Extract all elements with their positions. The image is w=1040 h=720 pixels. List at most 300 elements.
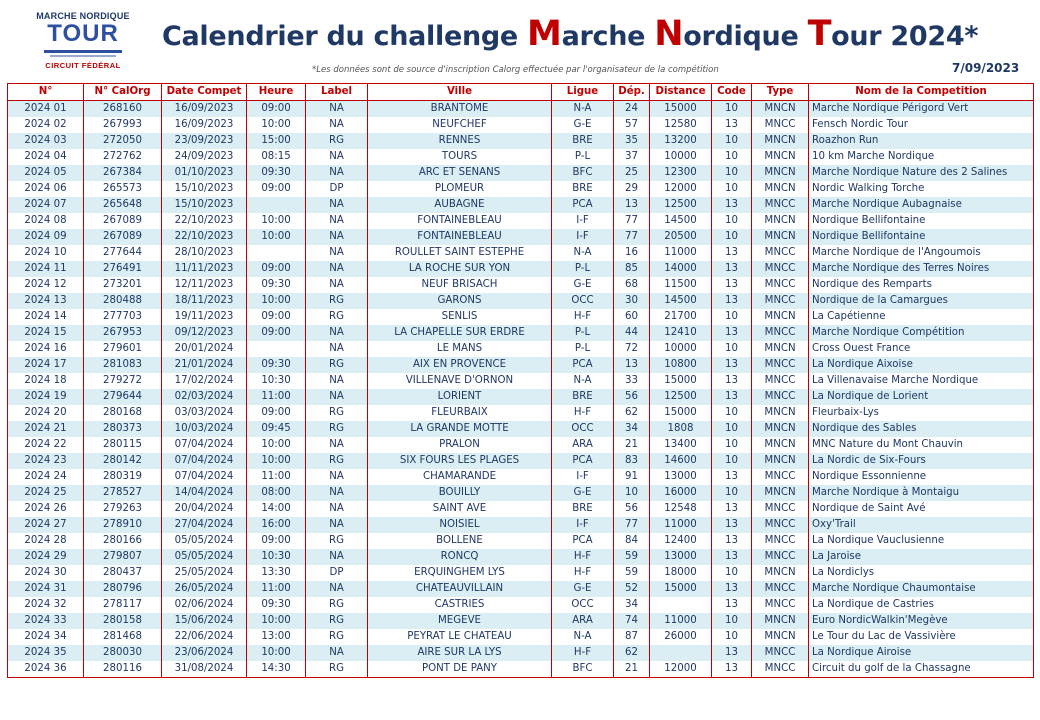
cell-distance [650, 597, 712, 613]
cell-type: MNCN [752, 101, 809, 118]
cell-calorg: 280437 [84, 565, 162, 581]
table-row [8, 245, 1034, 261]
cell-ville: PRALON [368, 437, 552, 453]
cell-ligue: H-F [552, 645, 614, 661]
cell-calorg: 280373 [84, 421, 162, 437]
cell-nom: Marche Nordique des Terres Noires [809, 261, 1034, 277]
cell-ville: LA CHAPELLE SUR ERDRE [368, 325, 552, 341]
cell-ligue: PCA [552, 357, 614, 373]
cell-nom: Circuit du golf de la Chassagne [809, 661, 1034, 678]
cell-label: RG [306, 405, 368, 421]
cell-dep: 16 [614, 245, 650, 261]
cell-dep: 24 [614, 101, 650, 118]
cell-label: NA [306, 165, 368, 181]
cell-distance: 12400 [650, 533, 712, 549]
cell-code: 10 [712, 133, 752, 149]
cell-nom: Marche Nordique Chaumontaise [809, 581, 1034, 597]
cell-type: MNCN [752, 341, 809, 357]
cell-label: NA [306, 117, 368, 133]
cell-date: 05/05/2024 [162, 533, 247, 549]
cell-nom: La Nordique Airoise [809, 645, 1034, 661]
cell-nom: Nordique des Sables [809, 421, 1034, 437]
logo-bar-secondary [50, 55, 116, 57]
cell-calorg: 276491 [84, 261, 162, 277]
cell-num: 2024 28 [8, 533, 84, 549]
cell-date: 22/10/2023 [162, 229, 247, 245]
cell-heure: 09:00 [247, 533, 306, 549]
cell-distance: 10800 [650, 357, 712, 373]
cell-code: 13 [712, 325, 752, 341]
cell-date: 07/04/2024 [162, 437, 247, 453]
cell-label: RG [306, 453, 368, 469]
cell-heure: 08:00 [247, 485, 306, 501]
cell-label: RG [306, 597, 368, 613]
cell-date: 17/02/2024 [162, 373, 247, 389]
cell-date: 05/05/2024 [162, 549, 247, 565]
table-row [8, 341, 1034, 357]
table-row [8, 517, 1034, 533]
cell-dep: 52 [614, 581, 650, 597]
cell-date: 12/11/2023 [162, 277, 247, 293]
cell-heure: 09:00 [247, 101, 306, 118]
cell-ligue: PCA [552, 533, 614, 549]
cell-ligue: ARA [552, 437, 614, 453]
cell-num: 2024 19 [8, 389, 84, 405]
cell-nom: Le Tour du Lac de Vassivière [809, 629, 1034, 645]
cell-date: 23/06/2024 [162, 645, 247, 661]
cell-ville: AIX EN PROVENCE [368, 357, 552, 373]
cell-date: 24/09/2023 [162, 149, 247, 165]
cell-dep: 60 [614, 309, 650, 325]
cell-ligue: N-A [552, 629, 614, 645]
cell-label: NA [306, 197, 368, 213]
cell-num: 2024 24 [8, 469, 84, 485]
cell-dep: 74 [614, 613, 650, 629]
cell-distance: 13000 [650, 549, 712, 565]
cell-code: 10 [712, 149, 752, 165]
table-row [8, 405, 1034, 421]
cell-type: MNCC [752, 357, 809, 373]
cell-distance: 14500 [650, 213, 712, 229]
cell-nom: La Jaroise [809, 549, 1034, 565]
cell-type: MNCN [752, 309, 809, 325]
cell-nom: Marche Nordique Compétition [809, 325, 1034, 341]
cell-num: 2024 12 [8, 277, 84, 293]
cell-ville: GARONS [368, 293, 552, 309]
cell-num: 2024 13 [8, 293, 84, 309]
cell-label: NA [306, 213, 368, 229]
table-row [8, 181, 1034, 197]
cell-distance: 1808 [650, 421, 712, 437]
cell-date: 23/09/2023 [162, 133, 247, 149]
cell-calorg: 265573 [84, 181, 162, 197]
cell-heure: 09:45 [247, 421, 306, 437]
cell-heure: 10:00 [247, 437, 306, 453]
cell-ligue: BRE [552, 181, 614, 197]
cell-nom: La Nordique Aixoise [809, 357, 1034, 373]
table-row [8, 661, 1034, 678]
cell-dep: 29 [614, 181, 650, 197]
cell-ville: ROULLET SAINT ESTEPHE [368, 245, 552, 261]
title-letter-n: N [654, 14, 684, 54]
cell-nom: Marche Nordique à Montaigu [809, 485, 1034, 501]
table-row [8, 437, 1034, 453]
cell-ligue: BRE [552, 501, 614, 517]
cell-code: 10 [712, 341, 752, 357]
cell-type: MNCN [752, 149, 809, 165]
cell-ville: PLOMEUR [368, 181, 552, 197]
cell-nom: 10 km Marche Nordique [809, 149, 1034, 165]
cell-calorg: 281083 [84, 357, 162, 373]
cell-distance: 14500 [650, 293, 712, 309]
table-row [8, 293, 1034, 309]
cell-nom: Nordique des Remparts [809, 277, 1034, 293]
cell-num: 2024 07 [8, 197, 84, 213]
table-row [8, 149, 1034, 165]
cell-heure: 09:30 [247, 597, 306, 613]
cell-ville: VILLENAVE D'ORNON [368, 373, 552, 389]
cell-calorg: 280796 [84, 581, 162, 597]
cell-type: MNCC [752, 517, 809, 533]
cell-ville: ERQUINGHEM LYS [368, 565, 552, 581]
cell-ville: NOISIEL [368, 517, 552, 533]
cell-nom: Marche Nordique Périgord Vert [809, 101, 1034, 118]
cell-calorg: 280166 [84, 533, 162, 549]
column-header-code: Code [712, 84, 752, 101]
cell-ville: RONCQ [368, 549, 552, 565]
cell-heure: 10:00 [247, 453, 306, 469]
cell-heure: 10:00 [247, 213, 306, 229]
cell-dep: 34 [614, 421, 650, 437]
cell-calorg: 268160 [84, 101, 162, 118]
title-part-1: Calendrier du challenge [162, 21, 528, 52]
cell-ville: NEUF BRISACH [368, 277, 552, 293]
cell-num: 2024 20 [8, 405, 84, 421]
cell-date: 16/09/2023 [162, 101, 247, 118]
table-row [8, 469, 1034, 485]
cell-code: 13 [712, 117, 752, 133]
cell-code: 13 [712, 245, 752, 261]
cell-ligue: PCA [552, 453, 614, 469]
cell-label: DP [306, 181, 368, 197]
cell-distance: 20500 [650, 229, 712, 245]
cell-heure: 10:00 [247, 229, 306, 245]
cell-dep: 56 [614, 389, 650, 405]
cell-date: 25/05/2024 [162, 565, 247, 581]
cell-code: 13 [712, 581, 752, 597]
cell-num: 2024 06 [8, 181, 84, 197]
cell-type: MNCC [752, 245, 809, 261]
cell-calorg: 278910 [84, 517, 162, 533]
cell-num: 2024 05 [8, 165, 84, 181]
cell-nom: Marche Nordique de l'Angoumois [809, 245, 1034, 261]
logo-bar [44, 50, 122, 53]
update-date: 7/09/2023 [952, 61, 1020, 75]
cell-date: 27/04/2024 [162, 517, 247, 533]
cell-dep: 57 [614, 117, 650, 133]
cell-calorg: 281468 [84, 629, 162, 645]
cell-type: MNCC [752, 661, 809, 678]
cell-heure [247, 245, 306, 261]
cell-num: 2024 30 [8, 565, 84, 581]
cell-ligue: P-L [552, 261, 614, 277]
cell-code: 10 [712, 421, 752, 437]
cell-num: 2024 15 [8, 325, 84, 341]
title-part-2: arche [561, 21, 655, 52]
cell-heure: 10:30 [247, 373, 306, 389]
cell-distance: 11500 [650, 277, 712, 293]
cell-calorg: 272762 [84, 149, 162, 165]
cell-distance: 15000 [650, 405, 712, 421]
cell-distance: 12300 [650, 165, 712, 181]
cell-type: MNCC [752, 261, 809, 277]
cell-ville: SENLIS [368, 309, 552, 325]
table-row [8, 277, 1034, 293]
cell-dep: 85 [614, 261, 650, 277]
cell-date: 26/05/2024 [162, 581, 247, 597]
column-header-dep: Dép. [614, 84, 650, 101]
cell-ligue: H-F [552, 309, 614, 325]
cell-label: RG [306, 293, 368, 309]
cell-ligue: OCC [552, 421, 614, 437]
cell-ligue: ARA [552, 613, 614, 629]
cell-date: 15/10/2023 [162, 181, 247, 197]
cell-label: RG [306, 613, 368, 629]
cell-calorg: 278527 [84, 485, 162, 501]
cell-type: MNCN [752, 405, 809, 421]
cell-heure: 10:30 [247, 549, 306, 565]
cell-ligue: BFC [552, 165, 614, 181]
cell-date: 20/01/2024 [162, 341, 247, 357]
cell-calorg: 280030 [84, 645, 162, 661]
cell-type: MNCN [752, 437, 809, 453]
cell-heure: 14:00 [247, 501, 306, 517]
cell-ville: AUBAGNE [368, 197, 552, 213]
cell-ville: PEYRAT LE CHATEAU [368, 629, 552, 645]
cell-ligue: P-L [552, 149, 614, 165]
cell-code: 10 [712, 213, 752, 229]
table-row [8, 165, 1034, 181]
cell-ligue: P-L [552, 341, 614, 357]
cell-nom: Nordique de la Camargues [809, 293, 1034, 309]
cell-heure: 16:00 [247, 517, 306, 533]
cell-nom: Roazhon Run [809, 133, 1034, 149]
cell-num: 2024 02 [8, 117, 84, 133]
cell-nom: La Nordic de Six-Fours [809, 453, 1034, 469]
cell-type: MNCC [752, 293, 809, 309]
cell-code: 10 [712, 309, 752, 325]
cell-distance: 12410 [650, 325, 712, 341]
table-row [8, 453, 1034, 469]
cell-num: 2024 16 [8, 341, 84, 357]
cell-ligue: H-F [552, 549, 614, 565]
cell-ligue: OCC [552, 597, 614, 613]
table-header [8, 84, 1034, 101]
cell-label: NA [306, 261, 368, 277]
cell-dep: 59 [614, 549, 650, 565]
cell-ville: LORIENT [368, 389, 552, 405]
cell-type: MNCC [752, 549, 809, 565]
cell-calorg: 279272 [84, 373, 162, 389]
cell-ville: SIX FOURS LES PLAGES [368, 453, 552, 469]
cell-num: 2024 10 [8, 245, 84, 261]
cell-num: 2024 29 [8, 549, 84, 565]
cell-ville: NEUFCHEF [368, 117, 552, 133]
cell-calorg: 267089 [84, 229, 162, 245]
cell-ville: TOURS [368, 149, 552, 165]
cell-date: 03/03/2024 [162, 405, 247, 421]
column-header-label: Label [306, 84, 368, 101]
cell-code: 13 [712, 373, 752, 389]
cell-ville: BOUILLY [368, 485, 552, 501]
cell-label: RG [306, 133, 368, 149]
cell-nom: Marche Nordique Aubagnaise [809, 197, 1034, 213]
cell-type: MNCC [752, 197, 809, 213]
cell-type: MNCC [752, 389, 809, 405]
cell-heure: 09:30 [247, 277, 306, 293]
cell-dep: 87 [614, 629, 650, 645]
cell-nom: Fleurbaix-Lys [809, 405, 1034, 421]
cell-code: 10 [712, 181, 752, 197]
cell-heure: 10:00 [247, 293, 306, 309]
column-header-ville: Ville [368, 84, 552, 101]
cell-date: 28/10/2023 [162, 245, 247, 261]
cell-code: 13 [712, 549, 752, 565]
cell-calorg: 272050 [84, 133, 162, 149]
cell-date: 01/10/2023 [162, 165, 247, 181]
cell-num: 2024 04 [8, 149, 84, 165]
cell-calorg: 278117 [84, 597, 162, 613]
cell-num: 2024 31 [8, 581, 84, 597]
cell-label: NA [306, 517, 368, 533]
cell-ligue: PCA [552, 197, 614, 213]
cell-distance [650, 645, 712, 661]
cell-heure: 11:00 [247, 581, 306, 597]
cell-heure: 14:30 [247, 661, 306, 678]
cell-label: NA [306, 277, 368, 293]
cell-num: 2024 32 [8, 597, 84, 613]
cell-dep: 13 [614, 197, 650, 213]
cell-heure: 13:30 [247, 565, 306, 581]
cell-dep: 35 [614, 133, 650, 149]
table-row [8, 645, 1034, 661]
cell-code: 13 [712, 533, 752, 549]
cell-ville: CASTRIES [368, 597, 552, 613]
cell-num: 2024 18 [8, 373, 84, 389]
cell-calorg: 280168 [84, 405, 162, 421]
cell-calorg: 277703 [84, 309, 162, 325]
cell-code: 13 [712, 389, 752, 405]
cell-num: 2024 33 [8, 613, 84, 629]
cell-label: RG [306, 309, 368, 325]
cell-dep: 25 [614, 165, 650, 181]
cell-date: 22/10/2023 [162, 213, 247, 229]
cell-nom: MNC Nature du Mont Chauvin [809, 437, 1034, 453]
cell-code: 10 [712, 565, 752, 581]
column-header-nom: Nom de la Competition [809, 84, 1034, 101]
cell-calorg: 267993 [84, 117, 162, 133]
cell-dep: 77 [614, 213, 650, 229]
cell-ligue: N-A [552, 245, 614, 261]
cell-date: 07/04/2024 [162, 469, 247, 485]
cell-ville: FLEURBAIX [368, 405, 552, 421]
cell-distance: 16000 [650, 485, 712, 501]
cell-dep: 77 [614, 517, 650, 533]
cell-calorg: 277644 [84, 245, 162, 261]
cell-dep: 21 [614, 661, 650, 678]
cell-code: 13 [712, 517, 752, 533]
cell-code: 10 [712, 485, 752, 501]
cell-num: 2024 11 [8, 261, 84, 277]
cell-nom: La Capétienne [809, 309, 1034, 325]
column-header-num: N° [8, 84, 84, 101]
cell-code: 10 [712, 405, 752, 421]
table-row [8, 325, 1034, 341]
cell-label: NA [306, 469, 368, 485]
cell-ville: RENNES [368, 133, 552, 149]
cell-date: 15/06/2024 [162, 613, 247, 629]
cell-nom: Marche Nordique Nature des 2 Salines [809, 165, 1034, 181]
cell-ligue: N-A [552, 101, 614, 118]
cell-type: MNCN [752, 453, 809, 469]
cell-dep: 34 [614, 597, 650, 613]
cell-ligue: G-E [552, 117, 614, 133]
table-row [8, 613, 1034, 629]
cell-distance: 15000 [650, 101, 712, 118]
cell-ville: ARC ET SENANS [368, 165, 552, 181]
cell-dep: 10 [614, 485, 650, 501]
cell-label: RG [306, 533, 368, 549]
cell-dep: 83 [614, 453, 650, 469]
calendar-table [7, 83, 1034, 678]
cell-code: 10 [712, 229, 752, 245]
cell-label: NA [306, 325, 368, 341]
table-row [8, 597, 1034, 613]
cell-distance: 14000 [650, 261, 712, 277]
table-row [8, 373, 1034, 389]
cell-dep: 91 [614, 469, 650, 485]
cell-num: 2024 03 [8, 133, 84, 149]
cell-ligue: G-E [552, 485, 614, 501]
cell-distance: 15000 [650, 581, 712, 597]
cell-type: MNCC [752, 533, 809, 549]
cell-label: RG [306, 357, 368, 373]
cell-code: 13 [712, 501, 752, 517]
cell-code: 10 [712, 613, 752, 629]
cell-dep: 59 [614, 565, 650, 581]
cell-dep: 37 [614, 149, 650, 165]
cell-label: NA [306, 501, 368, 517]
cell-distance: 11000 [650, 517, 712, 533]
cell-num: 2024 25 [8, 485, 84, 501]
cell-ligue: P-L [552, 325, 614, 341]
cell-date: 22/06/2024 [162, 629, 247, 645]
column-header-calorg: N° CalOrg [84, 84, 162, 101]
cell-num: 2024 21 [8, 421, 84, 437]
cell-calorg: 280488 [84, 293, 162, 309]
cell-code: 13 [712, 597, 752, 613]
cell-type: MNCN [752, 213, 809, 229]
cell-distance: 10000 [650, 149, 712, 165]
cell-nom: Nordique Bellifontaine [809, 213, 1034, 229]
cell-dep: 56 [614, 501, 650, 517]
table-row [8, 197, 1034, 213]
column-header-distance: Distance [650, 84, 712, 101]
table-row [8, 501, 1034, 517]
cell-label: DP [306, 565, 368, 581]
cell-ville: MEGEVE [368, 613, 552, 629]
table-row [8, 421, 1034, 437]
